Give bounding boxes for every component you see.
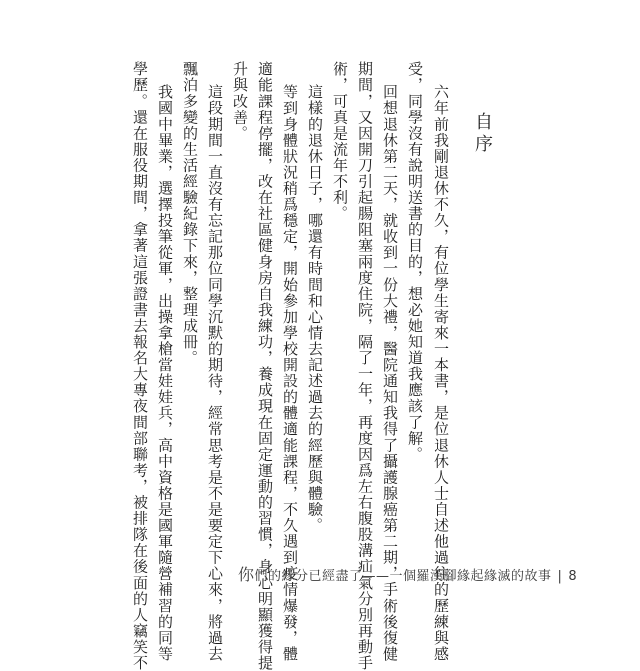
- footer-separator: |: [557, 569, 563, 584]
- preface-title: 自序: [472, 112, 493, 156]
- footer-book-title: 們的緣分已經盡了——一個羅漢腳緣起緣滅的故事: [254, 569, 552, 584]
- preface-line-11: 飄泊多變的生活經驗紀錄下來，整理成冊。: [181, 61, 199, 366]
- preface-line-9: 升與改善。: [231, 61, 249, 142]
- page-number: 8: [568, 569, 578, 584]
- preface-line-3: 回想退休第二天，就收到一份大禮，醫院通知我得了攝護腺癌第二期，手術後復健: [381, 84, 399, 662]
- preface-line-8: 適能課程停擺，改在社區健身房自我練功，養成現在固定運動的習慣，身心明顯獲得提: [256, 61, 274, 671]
- preface-line-1: 六年前我剛退休不久，有位學生寄來一本書，是位退休人士自述他過往的歷練與感: [432, 84, 450, 662]
- preface-line-13: 學歷。還在服役期間，拿著這張證書去報名大專夜間部聯考，被排隊在後面的人竊笑不: [131, 61, 149, 671]
- running-footer: [238, 562, 577, 585]
- preface-line-12: 我國中畢業，選擇投筆從軍，出操拿槍當娃娃兵，高中資格是國軍隨營補習的同等: [156, 84, 174, 662]
- preface-line-4: 期間，又因開刀引起腸阻塞兩度住院，隔了一年，再度因爲左右腹股溝疝氣分別再動手: [356, 61, 374, 671]
- footer-title-first-char: 你: [238, 565, 255, 584]
- preface-line-5: 術，可真是流年不利。: [331, 61, 349, 222]
- preface-line-6: 這樣的退休日子，哪還有時間和心情去記述過去的經歷與體驗。: [306, 84, 324, 534]
- preface-line-10: 這段期間一直沒有忘記那位同學沉默的期待，經常思考是不是要定下心來，將過去: [206, 84, 224, 662]
- preface-line-2: 受，同學沒有說明送書的目的，想必她知道我應該了解。: [406, 61, 424, 463]
- preface-line-7: 等到身體狀況稍爲穩定，開始參加學校開設的體適能課程，不久遇到疫情爆發，體: [281, 84, 299, 662]
